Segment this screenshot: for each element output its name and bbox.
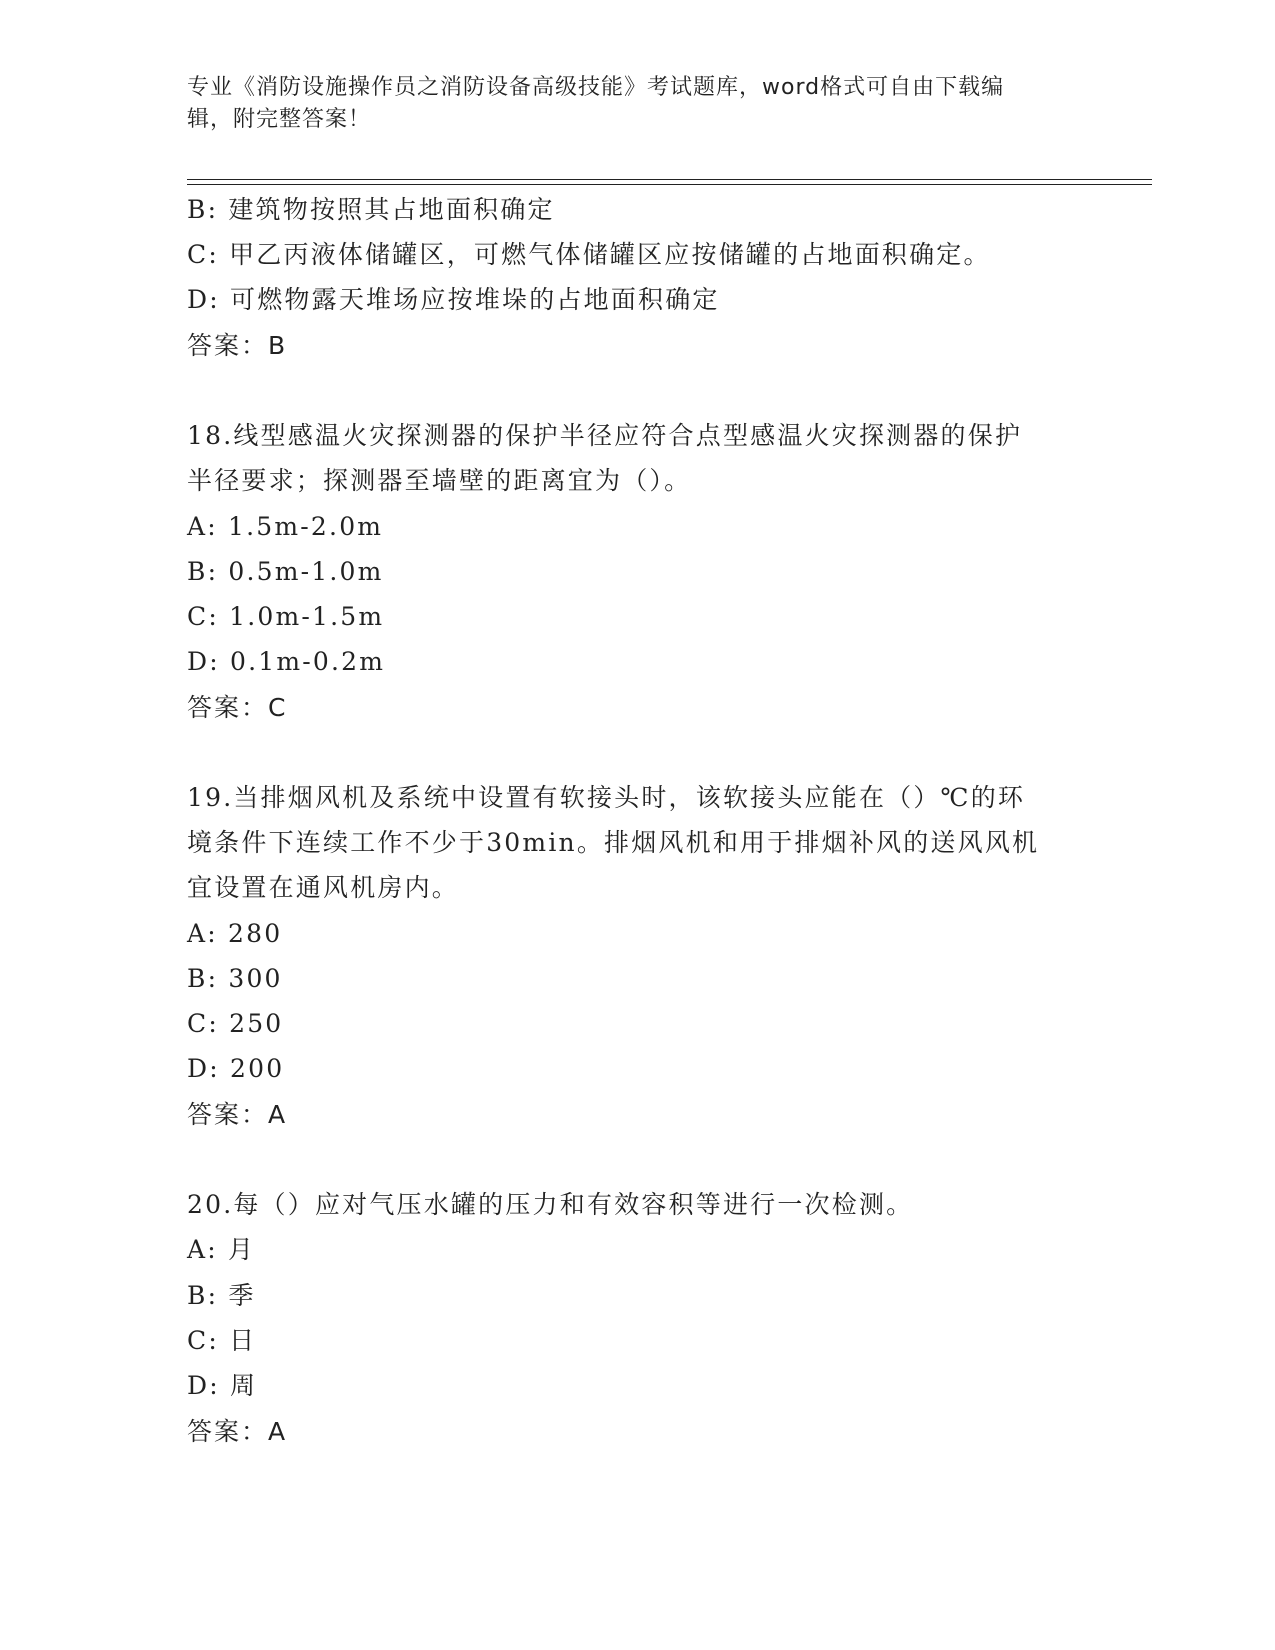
- q19-option-d: D: 200: [187, 1054, 285, 1083]
- q19-option-c: C: 250: [187, 1009, 284, 1038]
- q18-option-d: D: 0.1m-0.2m: [187, 647, 386, 676]
- q20-option-c: C: 日: [187, 1326, 257, 1355]
- q19-answer: 答案：A: [187, 1100, 288, 1129]
- q20-option-d: D: 周: [187, 1371, 258, 1400]
- q20-option-a: A: 月: [187, 1235, 256, 1264]
- q18-stem-line-1: 18.线型感温火灾探测器的保护半径应符合点型感温火灾探测器的保护: [187, 421, 1023, 450]
- q18-option-c: C: 1.0m-1.5m: [187, 602, 385, 631]
- document-header: [187, 72, 1087, 136]
- q19-stem-line-2: 境条件下连续工作不少于30min。排烟风机和用于排烟补风的送风风机: [187, 828, 1040, 857]
- q20-stem-line-1: 20.每（）应对气压水罐的压力和有效容积等进行一次检测。: [187, 1190, 914, 1219]
- q19-stem-line-1: 19.当排烟风机及系统中设置有软接头时，该软接头应能在（）℃的环: [187, 783, 1026, 812]
- header-rule-bottom: [187, 184, 1152, 185]
- q18-stem-line-2: 半径要求；探测器至墙壁的距离宜为（）。: [187, 466, 692, 495]
- q20-answer: 答案：A: [187, 1417, 288, 1446]
- q19-option-b: B: 300: [187, 964, 283, 993]
- q18-option-b: B: 0.5m-1.0m: [187, 557, 384, 586]
- header-line-1: 专业《消防设施操作员之消防设备高级技能》考试题库，word格式可自由下载编: [187, 75, 1005, 100]
- header-line-2: 辑，附完整答案！: [187, 107, 372, 132]
- q19-option-a: A: 280: [187, 919, 283, 948]
- q17-option-d: D: 可燃物露天堆场应按堆垛的占地面积确定: [187, 285, 720, 314]
- header-rule-top: [187, 179, 1152, 180]
- q17-answer: 答案：B: [187, 331, 288, 360]
- q20-option-b: B: 季: [187, 1281, 256, 1310]
- q19-stem-line-3: 宜设置在通风机房内。: [187, 873, 460, 902]
- q17-option-c: C: 甲乙丙液体储罐区，可燃气体储罐区应按储罐的占地面积确定。: [187, 240, 991, 269]
- q18-option-a: A: 1.5m-2.0m: [187, 512, 384, 541]
- q17-option-b: B: 建筑物按照其占地面积确定: [187, 195, 555, 224]
- q18-answer: 答案：C: [187, 693, 288, 722]
